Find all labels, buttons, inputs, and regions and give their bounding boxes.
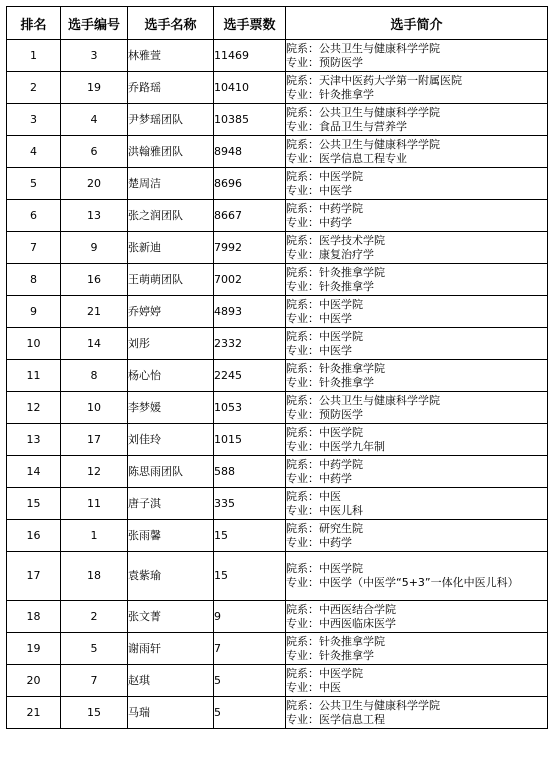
contestant-number-cell: 6 bbox=[61, 136, 128, 168]
votes-cell: 9 bbox=[214, 601, 286, 633]
contestant-number-cell: 13 bbox=[61, 200, 128, 232]
contestant-number-cell: 21 bbox=[61, 296, 128, 328]
contestant-number-cell: 15 bbox=[61, 697, 128, 729]
rank-cell: 15 bbox=[7, 488, 61, 520]
department-text: 院系：公共卫生与健康科学学院 bbox=[286, 393, 440, 407]
header-row bbox=[7, 7, 548, 40]
table-row bbox=[7, 392, 548, 424]
contestant-name-cell: 张文菁 bbox=[128, 601, 214, 633]
department-text: 院系：针灸推拿学院 bbox=[286, 634, 385, 648]
department-text: 院系：中医学院 bbox=[286, 425, 363, 439]
table-row bbox=[7, 601, 548, 633]
votes-cell: 4893 bbox=[214, 296, 286, 328]
intro-cell bbox=[286, 552, 548, 601]
table-row bbox=[7, 232, 548, 264]
contestant-number-cell: 4 bbox=[61, 104, 128, 136]
major-text: 专业：医学信息工程 bbox=[286, 712, 385, 726]
contestant-number-cell: 18 bbox=[61, 552, 128, 601]
votes-cell: 7 bbox=[214, 633, 286, 665]
major-text: 专业：预防医学 bbox=[286, 55, 363, 69]
table-row bbox=[7, 40, 548, 72]
rank-cell: 12 bbox=[7, 392, 61, 424]
votes-cell: 5 bbox=[214, 697, 286, 729]
department-text: 院系：中医 bbox=[286, 489, 341, 503]
major-text: 专业：中西医临床医学 bbox=[286, 616, 396, 630]
department-text: 院系：天津中医药大学第一附属医院 bbox=[286, 73, 462, 87]
rank-cell: 18 bbox=[7, 601, 61, 633]
rank-cell: 6 bbox=[7, 200, 61, 232]
intro-cell bbox=[286, 392, 548, 424]
contestant-name-cell: 楚周洁 bbox=[128, 168, 214, 200]
contestant-number-cell: 14 bbox=[61, 328, 128, 360]
contestant-name-cell: 张新迪 bbox=[128, 232, 214, 264]
table-row bbox=[7, 488, 548, 520]
votes-cell: 11469 bbox=[214, 40, 286, 72]
contestant-number-cell: 5 bbox=[61, 633, 128, 665]
header-contestant-name: 选手名称 bbox=[128, 7, 214, 40]
department-text: 院系：中医学院 bbox=[286, 562, 363, 575]
intro-cell bbox=[286, 72, 548, 104]
votes-cell: 10410 bbox=[214, 72, 286, 104]
table-row bbox=[7, 697, 548, 729]
votes-cell: 8696 bbox=[214, 168, 286, 200]
rank-cell: 1 bbox=[7, 40, 61, 72]
intro-cell bbox=[286, 328, 548, 360]
intro-cell bbox=[286, 296, 548, 328]
intro-cell bbox=[286, 264, 548, 296]
votes-cell: 588 bbox=[214, 456, 286, 488]
contestant-name-cell: 乔婷婷 bbox=[128, 296, 214, 328]
votes-cell: 7992 bbox=[214, 232, 286, 264]
table-row bbox=[7, 360, 548, 392]
table-row bbox=[7, 264, 548, 296]
department-text: 院系：中医学院 bbox=[286, 329, 363, 343]
contestant-name-cell: 刘佳玲 bbox=[128, 424, 214, 456]
department-text: 院系：中医学院 bbox=[286, 169, 363, 183]
table-row bbox=[7, 424, 548, 456]
department-text: 院系：医学技术学院 bbox=[286, 233, 385, 247]
table-row bbox=[7, 665, 548, 697]
intro-cell bbox=[286, 168, 548, 200]
rank-cell: 4 bbox=[7, 136, 61, 168]
votes-cell: 10385 bbox=[214, 104, 286, 136]
major-text: 专业：中医学 bbox=[286, 311, 352, 325]
contestant-number-cell: 11 bbox=[61, 488, 128, 520]
intro-cell bbox=[286, 40, 548, 72]
rank-cell: 10 bbox=[7, 328, 61, 360]
contestant-number-cell: 20 bbox=[61, 168, 128, 200]
rank-cell: 13 bbox=[7, 424, 61, 456]
department-text: 院系：研究生院 bbox=[286, 521, 363, 535]
contestant-name-cell: 袁紫瑜 bbox=[128, 552, 214, 601]
table-row bbox=[7, 200, 548, 232]
table-row bbox=[7, 552, 548, 601]
department-text: 院系：中药学院 bbox=[286, 201, 363, 215]
major-text: 专业：中药学 bbox=[286, 535, 352, 549]
department-text: 院系：公共卫生与健康科学学院 bbox=[286, 105, 440, 119]
votes-cell: 5 bbox=[214, 665, 286, 697]
rank-cell: 8 bbox=[7, 264, 61, 296]
contestant-number-cell: 8 bbox=[61, 360, 128, 392]
table-header bbox=[7, 7, 548, 40]
contestant-name-cell: 杨心怡 bbox=[128, 360, 214, 392]
intro-cell bbox=[286, 520, 548, 552]
header-rank: 排名 bbox=[7, 7, 61, 40]
contestant-number-cell: 10 bbox=[61, 392, 128, 424]
rank-cell: 19 bbox=[7, 633, 61, 665]
contestant-number-cell: 9 bbox=[61, 232, 128, 264]
department-text: 院系：针灸推拿学院 bbox=[286, 265, 385, 279]
votes-cell: 1015 bbox=[214, 424, 286, 456]
major-text: 专业：针灸推拿学 bbox=[286, 648, 374, 662]
intro-cell bbox=[286, 456, 548, 488]
table-row bbox=[7, 104, 548, 136]
contestant-name-cell: 谢雨轩 bbox=[128, 633, 214, 665]
table-row bbox=[7, 168, 548, 200]
contestant-number-cell: 2 bbox=[61, 601, 128, 633]
intro-cell bbox=[286, 104, 548, 136]
contestant-name-cell: 林雅萱 bbox=[128, 40, 214, 72]
major-text: 专业：预防医学 bbox=[286, 407, 363, 421]
major-text: 专业：中医学 bbox=[286, 183, 352, 197]
department-text: 院系：针灸推拿学院 bbox=[286, 361, 385, 375]
department-text: 院系：中西医结合学院 bbox=[286, 602, 396, 616]
votes-cell: 7002 bbox=[214, 264, 286, 296]
rank-cell: 20 bbox=[7, 665, 61, 697]
contestant-number-cell: 7 bbox=[61, 665, 128, 697]
intro-cell bbox=[286, 665, 548, 697]
contestant-number-cell: 1 bbox=[61, 520, 128, 552]
intro-cell bbox=[286, 200, 548, 232]
contestant-name-cell: 李梦媛 bbox=[128, 392, 214, 424]
ranking-table bbox=[6, 6, 548, 729]
contestant-name-cell: 王萌萌团队 bbox=[128, 264, 214, 296]
contestant-number-cell: 3 bbox=[61, 40, 128, 72]
table-row bbox=[7, 520, 548, 552]
contestant-name-cell: 洪翰雅团队 bbox=[128, 136, 214, 168]
contestant-name-cell: 唐子淇 bbox=[128, 488, 214, 520]
votes-cell: 2332 bbox=[214, 328, 286, 360]
table-row bbox=[7, 72, 548, 104]
major-text: 专业：中医学 bbox=[286, 343, 352, 357]
header-votes: 选手票数 bbox=[214, 7, 286, 40]
rank-cell: 3 bbox=[7, 104, 61, 136]
major-text: 专业：食品卫生与营养学 bbox=[286, 119, 407, 133]
intro-cell bbox=[286, 360, 548, 392]
department-text: 院系：中药学院 bbox=[286, 457, 363, 471]
major-text: 专业：针灸推拿学 bbox=[286, 375, 374, 389]
votes-cell: 2245 bbox=[214, 360, 286, 392]
contestant-name-cell: 赵琪 bbox=[128, 665, 214, 697]
table-body bbox=[7, 40, 548, 729]
contestant-number-cell: 19 bbox=[61, 72, 128, 104]
header-intro: 选手简介 bbox=[286, 7, 548, 40]
contestant-name-cell: 刘彤 bbox=[128, 328, 214, 360]
rank-cell: 11 bbox=[7, 360, 61, 392]
contestant-name-cell: 陈思雨团队 bbox=[128, 456, 214, 488]
header-contestant-number: 选手编号 bbox=[61, 7, 128, 40]
table-row bbox=[7, 296, 548, 328]
major-text: 专业：中药学 bbox=[286, 215, 352, 229]
major-text: 专业：中医儿科 bbox=[286, 503, 363, 517]
contestant-name-cell: 张雨馨 bbox=[128, 520, 214, 552]
contestant-number-cell: 12 bbox=[61, 456, 128, 488]
rank-cell: 2 bbox=[7, 72, 61, 104]
contestant-number-cell: 17 bbox=[61, 424, 128, 456]
department-text: 院系：中医学院 bbox=[286, 666, 363, 680]
votes-cell: 8667 bbox=[214, 200, 286, 232]
votes-cell: 15 bbox=[214, 552, 286, 601]
votes-cell: 8948 bbox=[214, 136, 286, 168]
intro-cell bbox=[286, 488, 548, 520]
intro-cell bbox=[286, 697, 548, 729]
contestant-number-cell: 16 bbox=[61, 264, 128, 296]
intro-cell bbox=[286, 601, 548, 633]
major-text: 专业：中医学九年制 bbox=[286, 439, 385, 453]
major-text: 专业：针灸推拿学 bbox=[286, 279, 374, 293]
department-text: 院系：公共卫生与健康科学学院 bbox=[286, 698, 440, 712]
intro-cell bbox=[286, 232, 548, 264]
rank-cell: 14 bbox=[7, 456, 61, 488]
rank-cell: 21 bbox=[7, 697, 61, 729]
department-text: 院系：公共卫生与健康科学学院 bbox=[286, 137, 440, 151]
rank-cell: 16 bbox=[7, 520, 61, 552]
rank-cell: 7 bbox=[7, 232, 61, 264]
votes-cell: 335 bbox=[214, 488, 286, 520]
intro-cell bbox=[286, 424, 548, 456]
department-text: 院系：公共卫生与健康科学学院 bbox=[286, 41, 440, 55]
rank-cell: 5 bbox=[7, 168, 61, 200]
votes-cell: 1053 bbox=[214, 392, 286, 424]
intro-cell bbox=[286, 136, 548, 168]
table-row bbox=[7, 328, 548, 360]
contestant-name-cell: 乔路瑶 bbox=[128, 72, 214, 104]
rank-cell: 17 bbox=[7, 552, 61, 601]
department-text: 院系：中医学院 bbox=[286, 297, 363, 311]
contestant-name-cell: 张之润团队 bbox=[128, 200, 214, 232]
votes-cell: 15 bbox=[214, 520, 286, 552]
major-text: 专业：针灸推拿学 bbox=[286, 87, 374, 101]
major-text: 专业：医学信息工程专业 bbox=[286, 151, 407, 165]
major-text: 专业：中医学（中医学“5+3”一体化中医儿科） bbox=[286, 576, 519, 589]
table-row bbox=[7, 136, 548, 168]
contestant-name-cell: 尹梦瑶团队 bbox=[128, 104, 214, 136]
major-text: 专业：中药学 bbox=[286, 471, 352, 485]
intro-cell bbox=[286, 633, 548, 665]
major-text: 专业：康复治疗学 bbox=[286, 247, 374, 261]
table-row bbox=[7, 633, 548, 665]
rank-cell: 9 bbox=[7, 296, 61, 328]
table-row bbox=[7, 456, 548, 488]
major-text: 专业：中医 bbox=[286, 680, 341, 694]
contestant-name-cell: 马瑞 bbox=[128, 697, 214, 729]
